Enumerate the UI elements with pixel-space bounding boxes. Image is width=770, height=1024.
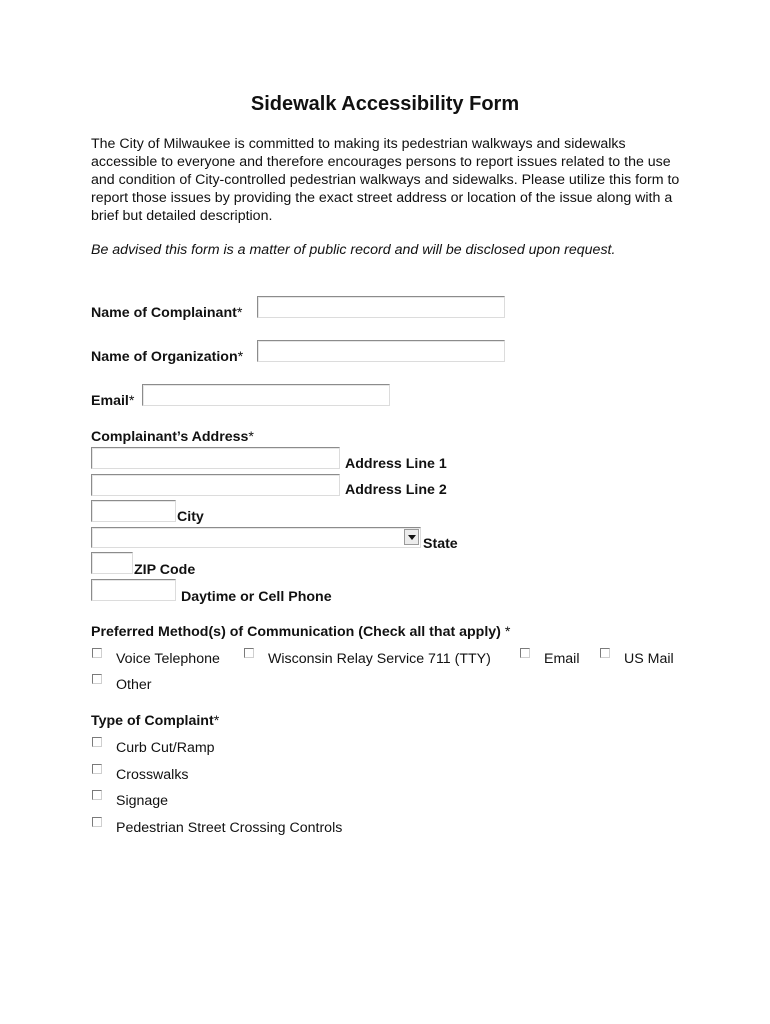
complaint-type-label: [91, 713, 219, 729]
city-label: City: [177, 509, 204, 525]
checkbox-crossing-controls[interactable]: [92, 817, 102, 827]
option-voice-telephone: Voice Telephone: [116, 651, 220, 667]
communication-label: [91, 624, 510, 640]
required-marker: *: [237, 349, 244, 365]
option-crossing-controls: Pedestrian Street Crossing Controls: [116, 820, 343, 836]
address-line2-label: Address Line 2: [345, 482, 447, 498]
address-line1-input[interactable]: [91, 447, 340, 469]
organization-name-label-text: Name of Organization: [91, 349, 238, 365]
state-label: State: [423, 536, 458, 552]
complainant-name-label: [91, 305, 242, 321]
option-signage: Signage: [116, 793, 169, 809]
chevron-down-icon[interactable]: [404, 529, 419, 545]
option-us-mail: US Mail: [624, 651, 674, 667]
checkbox-voice-telephone[interactable]: [92, 648, 102, 658]
organization-name-input[interactable]: [257, 340, 505, 362]
address-line1-label: Address Line 1: [345, 456, 447, 472]
complainant-name-label-text: Name of Complainant: [91, 305, 237, 321]
option-curb-cut: Curb Cut/Ramp: [116, 740, 215, 756]
checkbox-us-mail[interactable]: [600, 648, 610, 658]
address-label: [91, 429, 254, 445]
phone-input[interactable]: [91, 579, 176, 601]
organization-name-label: [91, 349, 243, 365]
required-marker: *: [213, 713, 220, 729]
intro-paragraph: The City of Milwaukee is committed to making its pedestrian walkways and sidewalks accessible to everyone and therefore encourages persons to report issues related to the use and condition of City-controlled pedestrian walkways and sidewalks. Please utilize this form to report those issues by providing the exact street address or location of the issue along with a brief but detailed description.: [91, 136, 680, 224]
option-other: Other: [116, 677, 152, 693]
required-marker: *: [504, 624, 511, 640]
checkbox-other[interactable]: [92, 674, 102, 684]
city-input[interactable]: [91, 500, 176, 522]
complainant-name-input[interactable]: [257, 296, 505, 318]
state-select[interactable]: [91, 527, 421, 548]
email-input[interactable]: [142, 384, 390, 406]
complaint-type-label-text: Type of Complaint: [91, 713, 214, 729]
public-record-notice: Be advised this form is a matter of public record and will be disclosed upon request.: [91, 242, 616, 258]
phone-label: Daytime or Cell Phone: [181, 589, 332, 605]
option-crosswalks: Crosswalks: [116, 767, 189, 783]
email-label: [91, 393, 134, 409]
required-marker: *: [236, 305, 243, 321]
checkbox-email[interactable]: [520, 648, 530, 658]
required-marker: *: [128, 393, 135, 409]
zip-code-input[interactable]: [91, 552, 133, 574]
checkbox-crosswalks[interactable]: [92, 764, 102, 774]
checkbox-curb-cut[interactable]: [92, 737, 102, 747]
required-marker: *: [248, 429, 254, 445]
address-label-text: Complainant’s Address: [91, 429, 249, 445]
email-label-text: Email: [91, 393, 129, 409]
option-relay-service: Wisconsin Relay Service 711 (TTY): [268, 651, 491, 667]
form-title: Sidewalk Accessibility Form: [250, 93, 520, 115]
checkbox-signage[interactable]: [92, 790, 102, 800]
option-email: Email: [544, 651, 580, 667]
address-line2-input[interactable]: [91, 474, 340, 496]
checkbox-relay-service[interactable]: [244, 648, 254, 658]
communication-label-text: Preferred Method(s) of Communication (Check all that apply): [91, 624, 501, 640]
zip-code-label: ZIP Code: [134, 562, 196, 578]
